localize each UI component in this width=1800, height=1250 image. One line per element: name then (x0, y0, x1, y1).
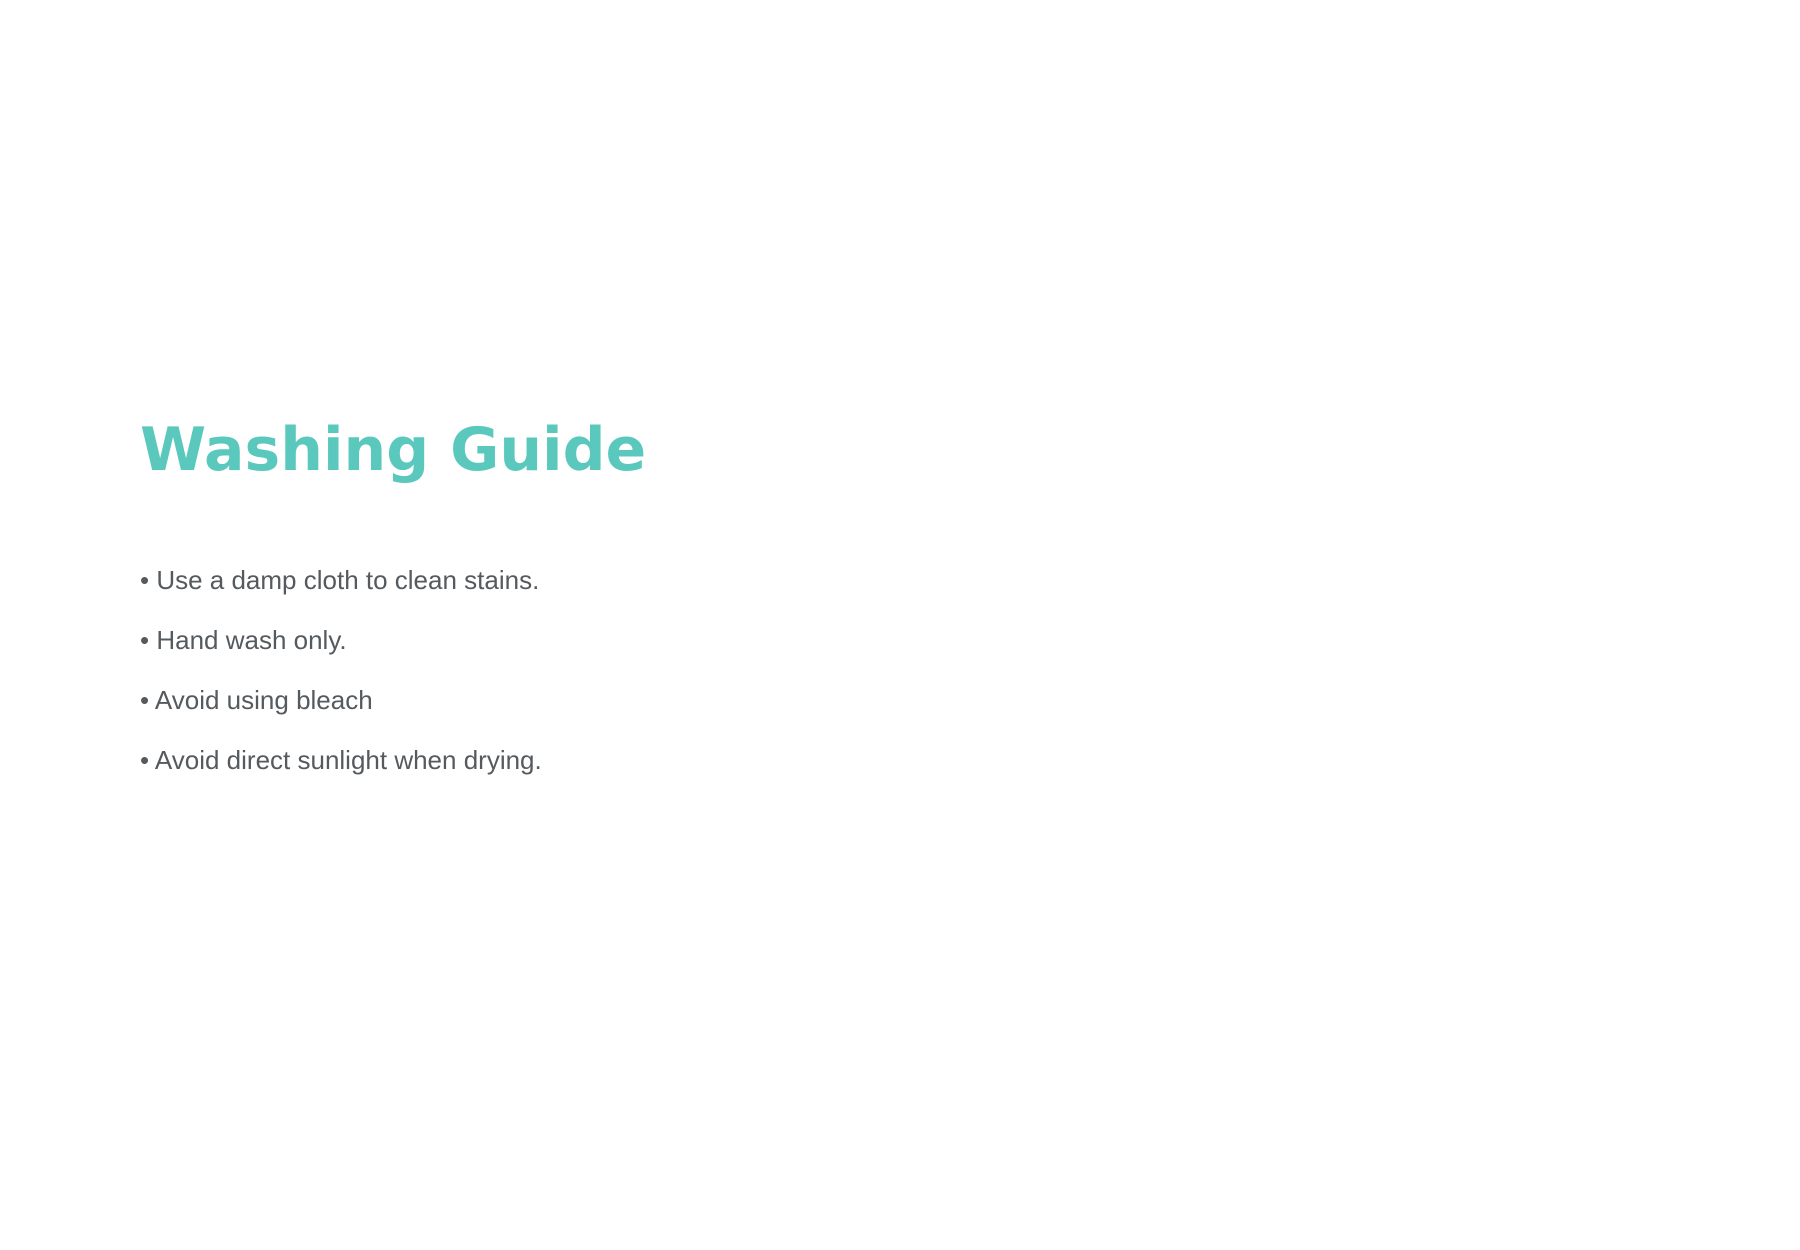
list-item: • Use a damp cloth to clean stains. (140, 565, 540, 595)
list-item: • Avoid using bleach (140, 685, 373, 715)
care-instructions-list (140, 562, 1040, 778)
page-title: Washing Guide (140, 415, 647, 485)
list-item: • Avoid direct sunlight when drying. (140, 745, 542, 775)
washing-guide-section (140, 410, 1040, 778)
list-item: • Hand wash only. (140, 625, 347, 655)
